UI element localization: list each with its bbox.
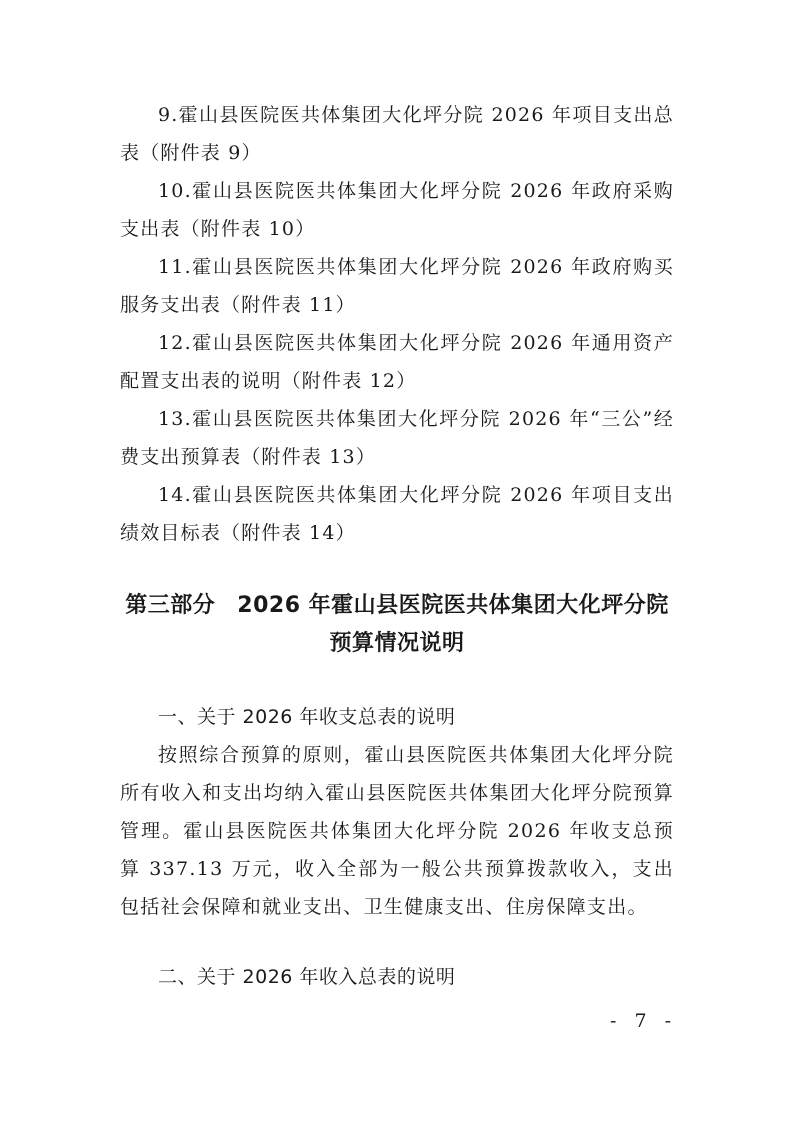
section-title-text: 2026 年霍山县医院医共体集团大化坪分院预算情况说明 bbox=[237, 593, 669, 656]
list-item-9: 9.霍山县医院医共体集团大化坪分院 2026 年项目支出总表（附件表 9） bbox=[120, 104, 674, 164]
part-two bbox=[120, 958, 674, 996]
section-title bbox=[120, 587, 674, 663]
part-two-heading: 二、关于 2026 年收入总表的说明 bbox=[158, 966, 456, 988]
list-item-12: 12.霍山县医院医共体集团大化坪分院 2026 年通用资产配置支出表的说明（附件表 12） bbox=[120, 332, 674, 392]
list-item-13: 13.霍山县医院医共体集团大化坪分院 2026 年“三公”经费支出预算表（附件表 13） bbox=[120, 408, 674, 468]
list-item-11: 11.霍山县医院医共体集团大化坪分院 2026 年政府购买服务支出表（附件表 11） bbox=[120, 256, 674, 316]
part-one bbox=[120, 698, 674, 926]
page-number: - 7 - bbox=[610, 1010, 678, 1032]
list-item-10: 10.霍山县医院医共体集团大化坪分院 2026 年政府采购支出表（附件表 10） bbox=[120, 180, 674, 240]
part-one-body: 按照综合预算的原则，霍山县医院医共体集团大化坪分院所有收入和支出均纳入霍山县医院医共体集团大化坪分院预算管理。霍山县医院医共体集团大化坪分院 2026 年收支总预算 337.13 万元，收入全部为一般公共预算拨款收入，支出包括社会保障和就业支出、卫生健康支出、住房保障支出。 bbox=[120, 744, 674, 918]
section-label: 第三部分 bbox=[125, 593, 216, 618]
attachment-list bbox=[120, 96, 674, 552]
part-one-heading: 一、关于 2026 年收支总表的说明 bbox=[158, 706, 456, 728]
list-item-14: 14.霍山县医院医共体集团大化坪分院 2026 年项目支出绩效目标表（附件表 14） bbox=[120, 484, 674, 544]
